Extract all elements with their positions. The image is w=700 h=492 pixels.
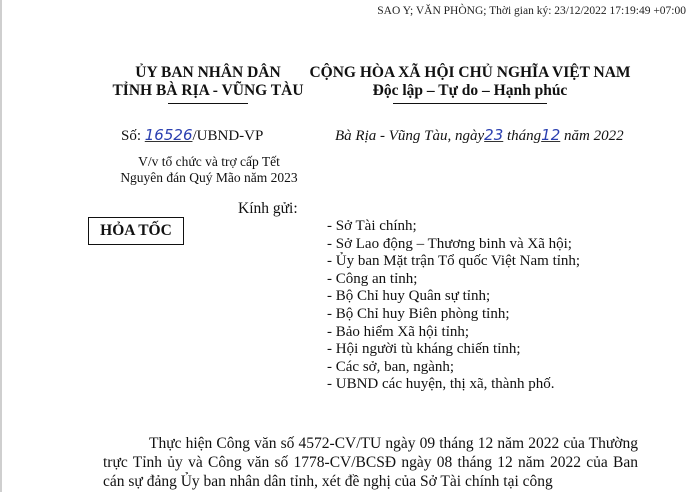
document-number <box>121 126 263 145</box>
national-motto <box>305 64 635 100</box>
date-month-word: tháng <box>503 128 542 144</box>
greeting: Kính gửi: <box>238 200 298 217</box>
doc-number-handwritten: 16526 <box>144 126 193 144</box>
urgency-box <box>88 217 184 245</box>
list-item: - Hội người tù kháng chiến tỉnh; <box>327 341 521 358</box>
page-edge <box>0 0 2 492</box>
doc-number-prefix: Số: <box>121 128 145 144</box>
motto-underline <box>393 103 547 104</box>
doc-number-suffix: /UBND-VP <box>192 128 264 144</box>
list-item: - Sở Lao động – Thương binh và Xã hội; <box>327 235 572 252</box>
issuer-line-1: ỦY BAN NHÂN DÂN <box>135 64 281 81</box>
list-item: - Ủy ban Mặt trận Tổ quốc Việt Nam tỉnh; <box>327 253 581 270</box>
date-year: năm 2022 <box>560 128 624 144</box>
subject-line-2: Nguyên đán Quý Mão năm 2023 <box>120 170 298 185</box>
list-item: - Các sở, ban, ngành; <box>327 358 455 375</box>
body-paragraph <box>103 434 638 491</box>
date-month: 12 <box>541 126 561 144</box>
motto-line-2: Độc lập – Tự do – Hạnh phúc <box>372 82 568 99</box>
motto-line-1: CỘNG HÒA XÃ HỘI CHỦ NGHĨA VIỆT NAM <box>309 64 631 81</box>
recipient-list <box>327 218 580 394</box>
urgency-label: HỎA TỐC <box>100 222 172 239</box>
list-item: - Bộ Chỉ huy Biên phòng tỉnh; <box>327 305 510 322</box>
signature-stamp-text: SAO Y; VĂN PHÒNG; Thời gian ký: 23/12/2022 17:19:49 +07:00 <box>377 5 686 17</box>
issuer-name <box>108 64 308 100</box>
list-item: - Bộ Chỉ huy Quân sự tỉnh; <box>327 288 491 305</box>
list-item: - Sở Tài chính; <box>327 218 417 234</box>
list-item: - UBND các huyện, thị xã, thành phố. <box>327 376 555 393</box>
subject-line-1: V/v tổ chức và trợ cấp Tết <box>138 154 280 169</box>
list-item: - Bảo hiểm Xã hội tỉnh; <box>327 323 470 340</box>
issuer-underline <box>168 103 248 104</box>
list-item: - Công an tỉnh; <box>327 270 418 287</box>
date-day: 23 <box>484 126 504 144</box>
date-place: Bà Rịa - Vũng Tàu, ngày <box>335 128 485 144</box>
issuer-line-2: TỈNH BÀ RỊA - VŨNG TÀU <box>112 82 304 99</box>
subject-line <box>104 154 314 186</box>
body-text: Thực hiện Công văn số 4572-CV/TU ngày 09 tháng 12 năm 2022 của Thường trực Tỉnh ủy và Công văn số 1778-CV/BCSĐ ngày 08 tháng 12 năm 2022 của Ban cán sự đảng Ủy ban nhân dân tỉnh, xét đề nghị của Sở Tài chính tại công <box>103 435 638 490</box>
issue-date <box>335 126 624 145</box>
